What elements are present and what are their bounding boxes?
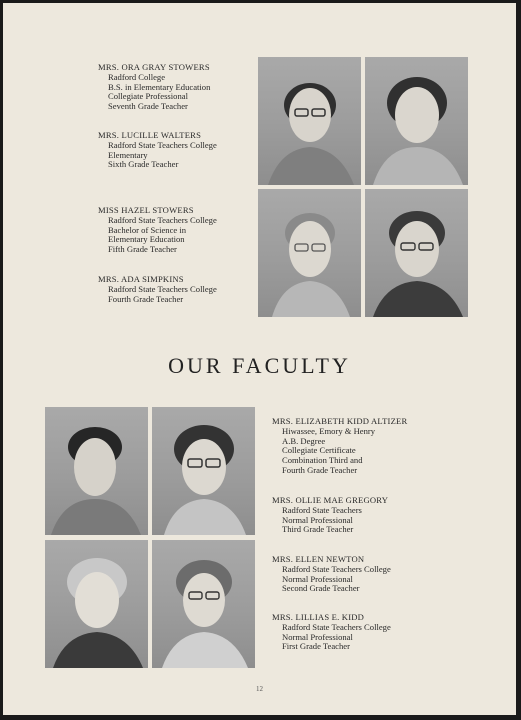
faculty-detail: Radford State Teachers College: [282, 563, 391, 574]
faculty-detail: Elementary Education: [108, 234, 185, 245]
faculty-detail: Sixth Grade Teacher: [108, 159, 179, 170]
faculty-entry-kidd: [272, 613, 391, 652]
faculty-detail: Radford State Teachers College: [282, 621, 391, 632]
faculty-entry-simpkins: [98, 275, 217, 304]
faculty-name: MRS. ADA SIMPKINS: [98, 274, 184, 284]
faculty-detail: B.S. in Elementary Education: [108, 81, 211, 92]
faculty-detail: Radford State Teachers College: [108, 139, 217, 150]
faculty-detail: Hiwassee, Emory & Henry: [282, 425, 376, 436]
portrait-photo: [365, 57, 468, 185]
portrait-photo: [45, 407, 148, 535]
faculty-detail: Normal Professional: [282, 514, 353, 525]
portrait-photo: [365, 189, 468, 317]
faculty-detail: Elementary: [108, 149, 148, 160]
faculty-name: MISS HAZEL STOWERS: [98, 205, 194, 215]
faculty-detail: Collegiate Certificate: [282, 445, 356, 456]
faculty-detail: Third Grade Teacher: [282, 524, 354, 535]
faculty-name: MRS. OLLIE MAE GREGORY: [272, 495, 389, 505]
faculty-detail: Collegiate Professional: [108, 91, 188, 102]
faculty-detail: Radford College: [108, 71, 166, 82]
faculty-detail: Radford State Teachers College: [108, 283, 217, 294]
portrait-photo: [258, 57, 361, 185]
faculty-detail: Second Grade Teacher: [282, 583, 360, 594]
yearbook-page: [3, 3, 516, 715]
page-title: OUR FACULTY: [168, 353, 351, 378]
faculty-entry-newton: [272, 555, 391, 594]
faculty-detail: Normal Professional: [282, 573, 353, 584]
faculty-detail: Combination Third and: [282, 455, 363, 466]
portrait-photo: [258, 189, 361, 317]
faculty-detail: First Grade Teacher: [282, 641, 350, 652]
faculty-detail: Fifth Grade Teacher: [108, 244, 177, 255]
portrait-photo: [152, 540, 255, 668]
faculty-detail: Radford State Teachers: [282, 504, 362, 515]
faculty-detail: Radford State Teachers College: [108, 214, 217, 225]
faculty-name: MRS. ELLEN NEWTON: [272, 554, 365, 564]
faculty-entry-stowers-ora: [98, 63, 210, 112]
faculty-entry-walters: [98, 131, 217, 170]
portrait-photo: [45, 540, 148, 668]
faculty-entry-stowers-hazel: [98, 206, 217, 255]
faculty-entry-altizer: [272, 417, 407, 476]
portrait-photo: [152, 407, 255, 535]
faculty-entry-gregory: [272, 496, 388, 535]
faculty-name: MRS. LUCILLE WALTERS: [98, 130, 202, 140]
faculty-name: MRS. ELIZABETH KIDD ALTIZER: [272, 416, 408, 426]
faculty-detail: A.B. Degree: [282, 435, 326, 446]
faculty-detail: Normal Professional: [282, 631, 353, 642]
faculty-name: MRS. ORA GRAY STOWERS: [98, 62, 210, 72]
faculty-detail: Bachelor of Science in: [108, 224, 187, 235]
faculty-detail: Fourth Grade Teacher: [282, 464, 358, 475]
page-number: 12: [256, 685, 263, 693]
faculty-detail: Seventh Grade Teacher: [108, 101, 188, 112]
faculty-name: MRS. LILLIAS E. KIDD: [272, 612, 365, 622]
faculty-detail: Fourth Grade Teacher: [108, 293, 184, 304]
